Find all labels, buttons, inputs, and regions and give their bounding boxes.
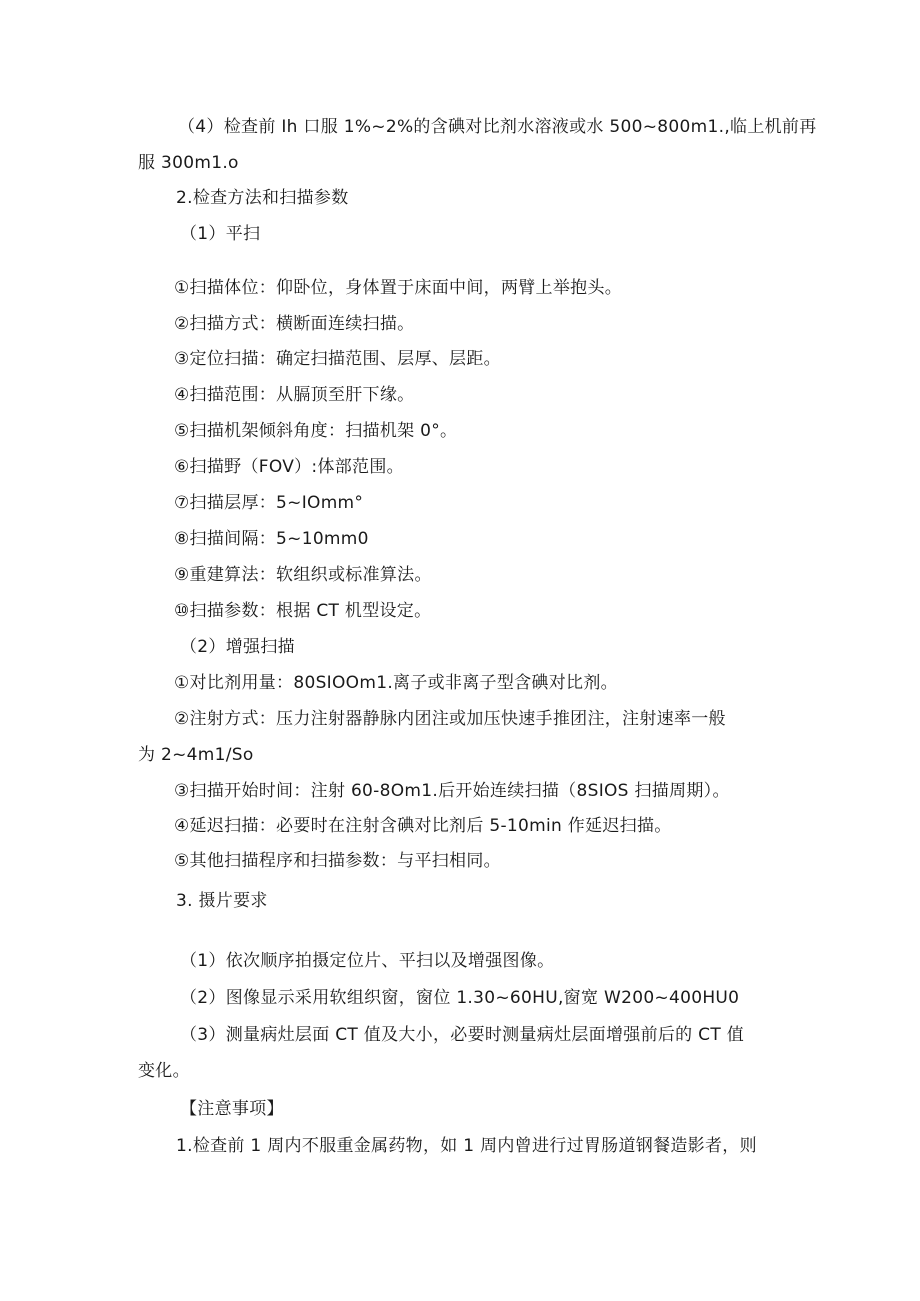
list-item: （3）测量病灶层面 CT 值及大小，必要时测量病灶层面增强前后的 CT 值 — [180, 1025, 745, 1045]
list-item: ⑦扫描层厚：5~IOmm° — [174, 493, 364, 513]
list-item: ①对比剂用量：80SIOOm1.离子或非离子型含碘对比剂。 — [174, 673, 618, 693]
list-item: ⑤其他扫描程序和扫描参数：与平扫相同。 — [174, 851, 501, 871]
list-item: ⑤扫描机架倾斜角度：扫描机架 0°。 — [174, 421, 458, 441]
list-item: ④延迟扫描：必要时在注射含碘对比剂后 5-10min 作延迟扫描。 — [174, 816, 672, 836]
text-line: 变化。 — [138, 1061, 190, 1081]
subsection-heading: （1）平扫 — [180, 224, 261, 244]
list-item: （2）图像显示采用软组织窗，窗位 1.30~60HU,窗宽 W200~400HU0 — [180, 988, 740, 1008]
section-heading: 3. 摄片要求 — [176, 891, 268, 911]
section-heading: 2.检查方法和扫描参数 — [176, 188, 349, 208]
list-item: ③定位扫描：确定扫描范围、层厚、层距。 — [174, 349, 501, 369]
list-item: ⑧扫描间隔：5~10mm0 — [174, 529, 369, 549]
text-line: （4）检查前 Ih 口服 1%~2%的含碘对比剂水溶液或水 500~800m1.,临上机前再 — [178, 117, 817, 137]
list-item: ②扫描方式：横断面连续扫描。 — [174, 314, 415, 334]
text-line: 1.检查前 1 周内不服重金属药物，如 1 周内曾进行过胃肠道钢餐造影者，则 — [176, 1136, 757, 1156]
list-item: ④扫描范围：从膈顶至肝下缘。 — [174, 385, 415, 405]
list-item: ②注射方式：压力注射器静脉内团注或加压快速手推团注，注射速率一般 — [174, 709, 726, 729]
list-item: （1）依次顺序拍摄定位片、平扫以及增强图像。 — [180, 951, 555, 971]
text-line: 服 300m1.o — [138, 153, 239, 173]
list-item: ⑥扫描野（FOV）:体部范围。 — [174, 457, 404, 477]
list-item: ⑩扫描参数：根据 CT 机型设定。 — [174, 601, 432, 621]
text-line: 为 2~4m1∕So — [138, 745, 254, 765]
notes-heading: 【注意事项】 — [180, 1099, 284, 1119]
list-item: ③扫描开始时间：注射 60-8Om1.后开始连续扫描（8SIOS 扫描周期）。 — [174, 781, 730, 801]
list-item: ①扫描体位：仰卧位，身体置于床面中间，两臂上举抱头。 — [174, 278, 623, 298]
list-item: ⑨重建算法：软组织或标准算法。 — [174, 565, 432, 585]
subsection-heading: （2）增强扫描 — [180, 637, 295, 657]
